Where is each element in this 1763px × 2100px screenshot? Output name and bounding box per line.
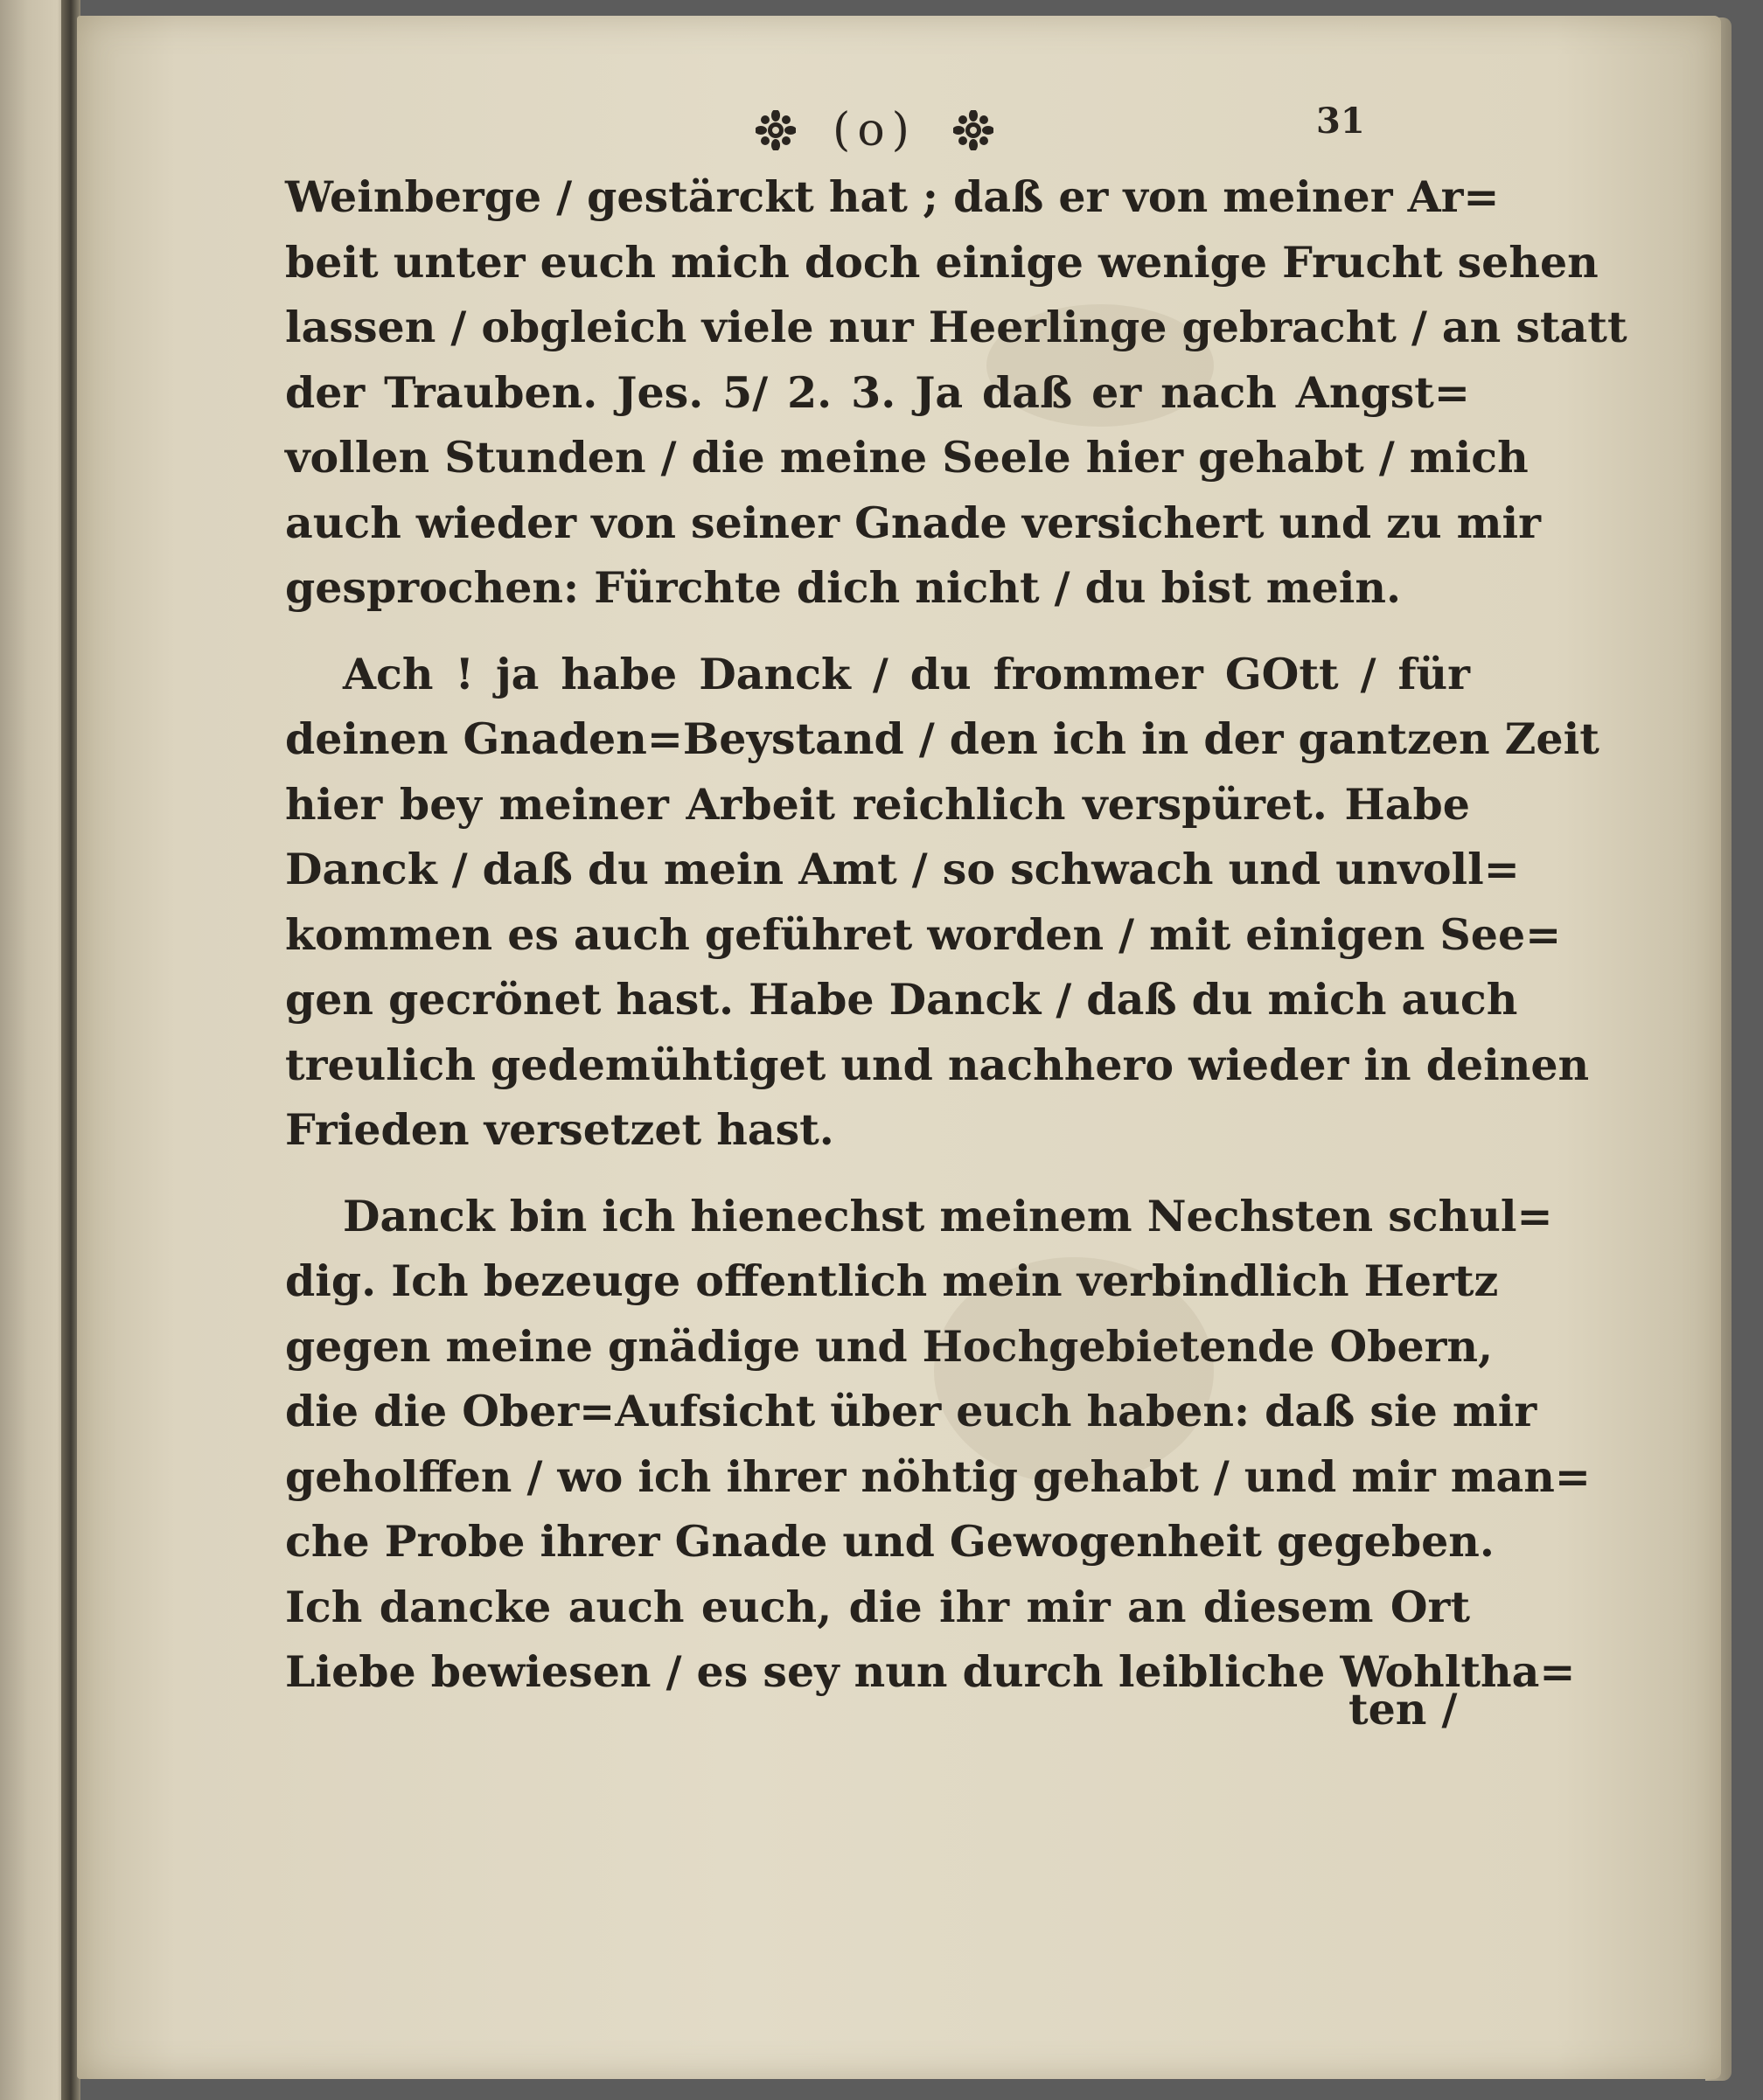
text-line: dig. Ich bezeuge offentlich mein verbindlich Hertz (285, 1255, 1499, 1306)
text-line: Danck bin ich hienechst meinem Nechsten schul= (343, 1190, 1553, 1241)
running-head (700, 96, 1049, 157)
text-line: gen gecrönet hast. Habe Danck / daß du mich auch (285, 974, 1518, 1025)
text-line: geholffen / wo ich ihrer nöhtig gehabt / und mir man= (285, 1450, 1591, 1502)
header-mark: (o) (833, 103, 916, 156)
text-line: treulich gedemühtiget und nachhero wieder in deinen (285, 1039, 1590, 1090)
catchword: ten / (1348, 1684, 1458, 1735)
text-line: die die Ober=Aufsicht über euch haben: daß sie mir (285, 1386, 1537, 1436)
text-line: che Probe ihrer Gnade und Gewogenheit gegeben. (285, 1516, 1495, 1567)
text-line: lassen / obgleich viele nur Heerlinge gebracht / an statt (285, 302, 1627, 352)
text-line: Frieden versetzet hast. (285, 1104, 834, 1155)
text-line: Ich dancke auch euch, die ihr mir an diesem Ort (285, 1581, 1470, 1632)
body-text (285, 164, 1627, 1705)
text-line: Liebe bewiesen / es sey nun durch leibliche Wohltha= (285, 1646, 1576, 1697)
text-line: auch wieder von seiner Gnade versichert und zu mir (285, 497, 1541, 548)
text-line: Ach ! ja habe Danck / du frommer GOtt / für (343, 648, 1470, 699)
text-line: gesprochen: Fürchte dich nicht / du bist mein. (285, 562, 1402, 613)
text-line: der Trauben. Jes. 5/ 2. 3. Ja daß er nach Angst= (285, 366, 1470, 418)
text-line: beit unter euch mich doch einige wenige Frucht sehen (285, 236, 1599, 288)
page-number: 31 (1316, 101, 1365, 142)
flower-ornament-icon (756, 110, 796, 150)
text-line: vollen Stunden / die meine Seele hier gehabt / mich (285, 432, 1529, 483)
text-line: Danck / daß du mein Amt / so schwach und unvoll= (285, 844, 1520, 894)
text-line: Weinberge / gestärckt hat ; daß er von meiner Ar= (285, 171, 1500, 222)
text-line: kommen es auch geführet worden / mit einigen See= (285, 908, 1562, 960)
flower-ornament-icon (953, 110, 993, 150)
text-line: gegen meine gnädige und Hochgebietende Obern, (285, 1320, 1494, 1372)
text-line: hier bey meiner Arbeit reichlich verspüret. Habe (285, 778, 1470, 830)
text-line: deinen Gnaden=Beystand / den ich in der gantzen Zeit (285, 713, 1599, 764)
